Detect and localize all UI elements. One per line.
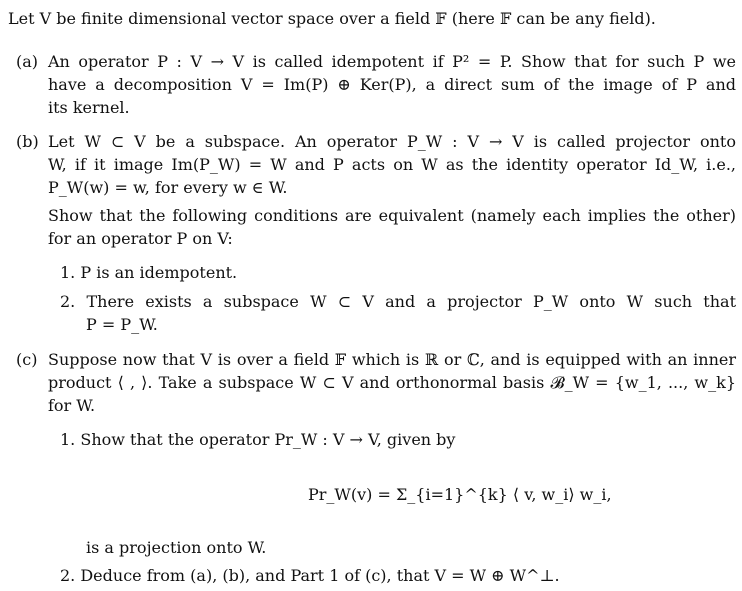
part-b-line-2: W, if it image Im(P_W) = W and P acts on W as the identity operator Id_W, i.e., bbox=[48, 155, 736, 174]
intro-line: Let V be finite dimensional vector space over a field 𝔽 (here 𝔽 can be any field). bbox=[8, 9, 656, 28]
part-a-label: (a) bbox=[16, 52, 39, 71]
projection-formula: Pr_W(v) = Σ_{i=1}^{k} ⟨ v, w_i⟩ w_i, bbox=[308, 485, 612, 504]
part-b-item-2-line-1: 2. There exists a subspace W ⊂ V and a projector P_W onto W such that bbox=[60, 292, 736, 311]
part-a-line-1: An operator P : V → V is called idempotent if P² = P. Show that for such P we bbox=[48, 52, 736, 71]
part-c-item-1: 1. Show that the operator Pr_W : V → V, given by bbox=[60, 430, 456, 449]
part-a-line-3: its kernel. bbox=[48, 98, 130, 117]
part-b-item-1: 1. P is an idempotent. bbox=[60, 263, 238, 282]
part-a-line-2: have a decomposition V = Im(P) ⊕ Ker(P), a direct sum of the image of P and bbox=[48, 75, 736, 94]
part-c-line-2: product ⟨ , ⟩. Take a subspace W ⊂ V and orthonormal basis 𝓑_W = {w_1, ..., w_k} bbox=[48, 373, 736, 392]
part-b-label: (b) bbox=[16, 132, 39, 151]
part-c-line-3: for W. bbox=[48, 396, 96, 415]
part-b-line-4: Show that the following conditions are equivalent (namely each implies the other) bbox=[48, 206, 736, 225]
part-b-item-2-line-2: P = P_W. bbox=[86, 315, 158, 334]
part-c-after-formula: is a projection onto W. bbox=[86, 538, 267, 557]
part-b-line-1: Let W ⊂ V be a subspace. An operator P_W : V → V is called projector onto bbox=[48, 132, 736, 151]
part-c-item-2: 2. Deduce from (a), (b), and Part 1 of (c), that V = W ⊕ W^⊥. bbox=[60, 566, 560, 585]
part-c-line-1: Suppose now that V is over a field 𝔽 which is ℝ or ℂ, and is equipped with an inner bbox=[48, 350, 736, 369]
part-c-label: (c) bbox=[16, 350, 38, 369]
part-b-line-3: P_W(w) = w, for every w ∈ W. bbox=[48, 178, 288, 197]
part-b-line-5: for an operator P on V: bbox=[48, 229, 233, 248]
